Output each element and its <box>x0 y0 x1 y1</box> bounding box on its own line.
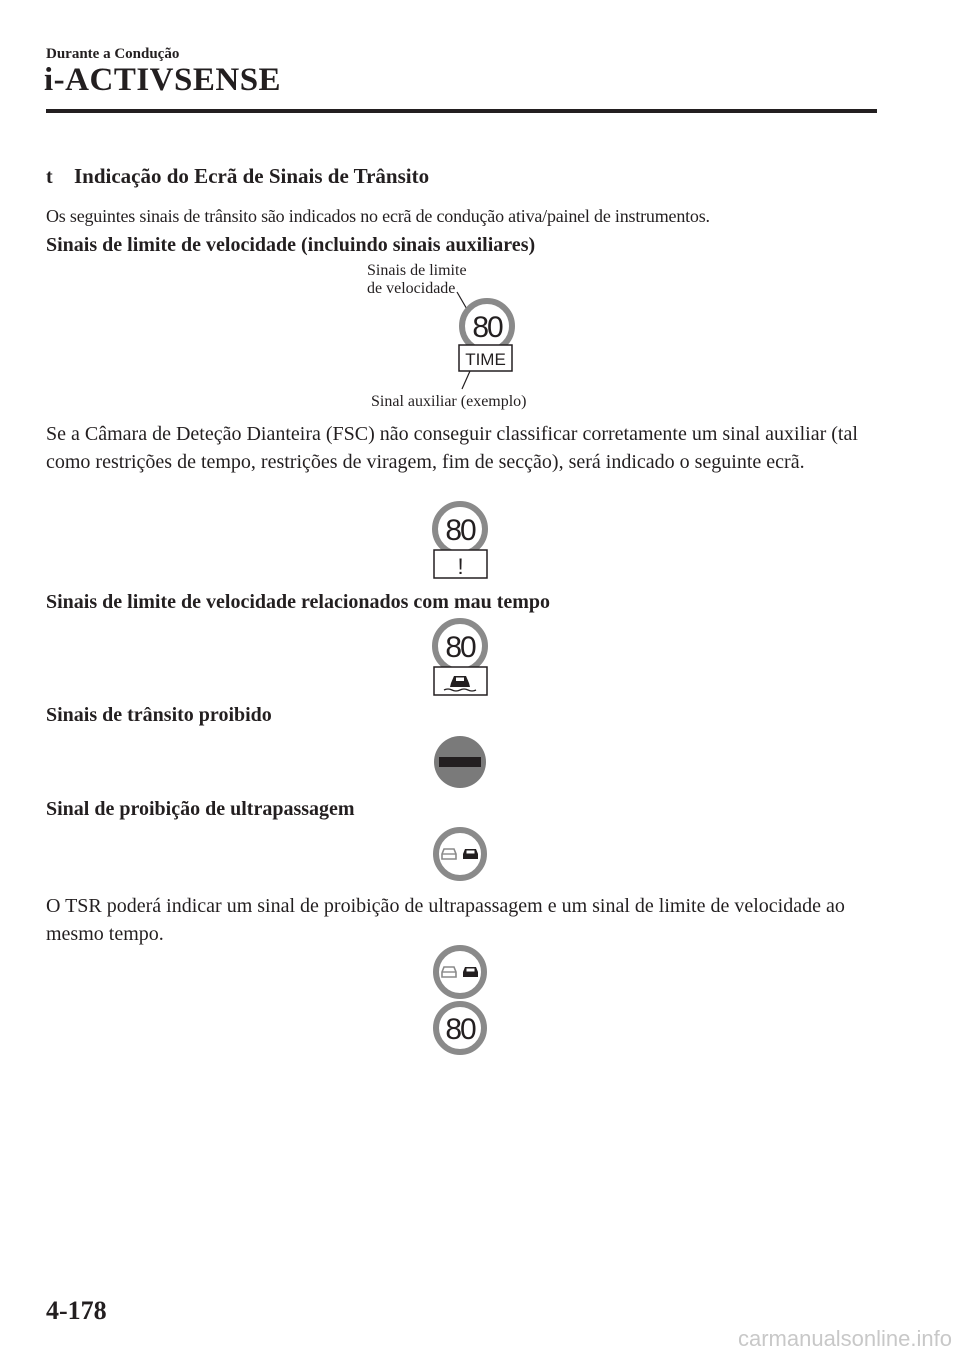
weather-heading: Sinais de limite de velocidade relacionados com mau tempo <box>46 591 551 613</box>
no-overtaking-heading: Sinal de proibição de ultrapassagem <box>46 798 355 820</box>
no-entry-bar <box>439 757 481 767</box>
car-filled-icon <box>463 967 478 977</box>
section-title: Indicação do Ecrã de Sinais de Trânsito <box>74 164 430 188</box>
speed-limit-value: 80 <box>472 311 502 344</box>
auxiliary-sign-text: TIME <box>465 350 506 369</box>
speed-limit-unknown-aux-sign <box>430 500 492 584</box>
callout-line-bottom <box>462 371 470 389</box>
car-filled-icon <box>463 849 478 859</box>
exclamation-icon: ! <box>457 554 464 579</box>
callout-auxiliary-sign: Sinal auxiliar (exemplo) <box>371 393 527 410</box>
no-overtaking-and-speed-limit-signs <box>430 944 490 1060</box>
callout-speed-limit-line1: Sinais de limite <box>367 262 467 279</box>
speed-limit-value: 80 <box>445 1013 475 1046</box>
speed-limit-heading: Sinais de limite de velocidade (incluindo sinais auxiliares) <box>46 234 536 256</box>
watermark: carmanualsonline.info <box>737 1326 952 1351</box>
unclassified-paragraph: Se a Câmara de Deteção Dianteira (FSC) não conseguir classificar corretamente um sinal auxiliar (tal como restrições de tempo, restrições de viragem, fim de secção), será indicado o seguinte ecrã. <box>46 423 858 473</box>
speed-limit-bad-weather-sign <box>430 617 492 701</box>
callout-speed-limit-line2: de velocidade <box>367 280 456 297</box>
header-rule <box>46 109 877 113</box>
speed-limit-value: 80 <box>445 514 475 547</box>
chapter-title: i-ACTIVSENSE <box>44 62 282 98</box>
no-overtaking-sign <box>430 826 490 886</box>
section-bullet: t <box>46 166 53 188</box>
page-number: 4-178 <box>46 1296 107 1325</box>
speed-limit-value: 80 <box>445 631 475 664</box>
section-label: Durante a Condução <box>46 46 180 62</box>
section-intro: Os seguintes sinais de trânsito são indicados no ecrã de condução ativa/painel de instrumentos. <box>46 206 710 226</box>
speed-limit-with-time-sign <box>440 285 540 395</box>
no-entry-sign <box>430 734 490 794</box>
no-entry-heading: Sinais de trânsito proibido <box>46 704 272 726</box>
combined-paragraph: O TSR poderá indicar um sinal de proibição de ultrapassagem e um sinal de limite de velocidade ao mesmo tempo. <box>46 895 845 945</box>
